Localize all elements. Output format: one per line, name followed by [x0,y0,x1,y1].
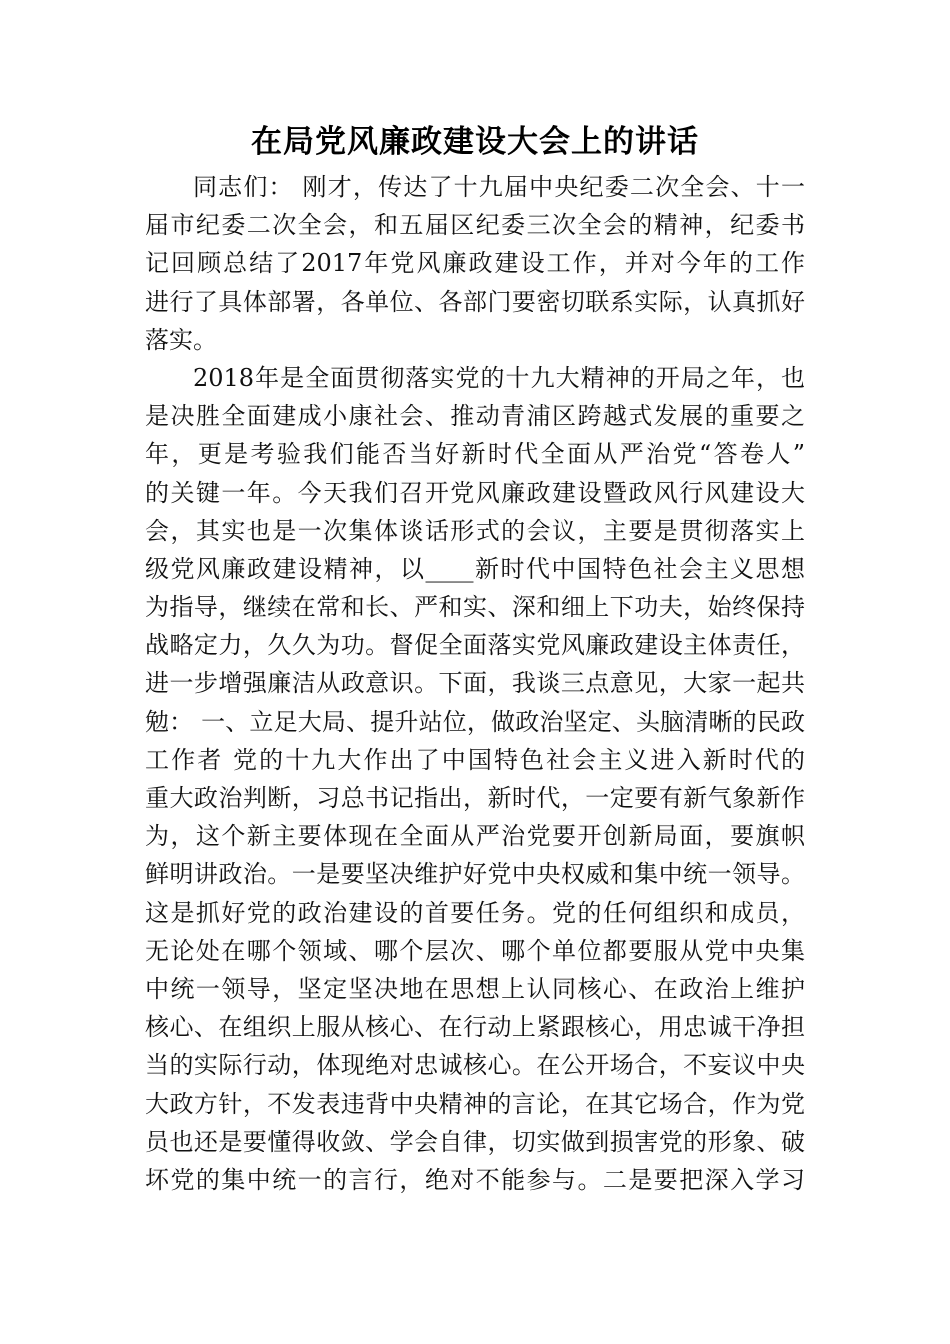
body-line: 鲜明讲政治。一是要坚决维护好党中央权威和集中统一领导。 [145,860,805,889]
body-line: 会，其实也是一次集体谈话形式的会议，主要是贯彻落实上 [145,516,805,545]
body-line: 2018年是全面贯彻落实党的十九大精神的开局之年，也 [193,363,805,392]
body-line: 工作者 党的十九大作出了中国特色社会主义进入新时代的 [145,745,805,774]
body-line: 坏党的集中统一的言行，绝对不能参与。二是要把深入学习 [145,1165,805,1194]
body-line: 当的实际行动，体现绝对忠诚核心。在公开场合，不妄议中央 [145,1051,805,1080]
body-line: 是决胜全面建成小康社会、推动青浦区跨越式发展的重要之 [145,402,805,431]
body-line: 的关键一年。今天我们召开党风廉政建设暨政风行风建设大 [145,478,805,507]
body-line: 为指导，继续在常和长、严和实、深和细上下功夫，始终保持 [145,593,805,622]
body-line: 重大政治判断，习总书记指出，新时代，一定要有新气象新作 [145,784,805,812]
body-line: 为，这个新主要体现在全面从严治党要开创新局面，要旗帜 [145,822,805,851]
body-line: 同志们： 刚才，传达了十九届中央纪委二次全会、十一 [193,173,805,201]
body-line: 年，更是考验我们能否当好新时代全面从严治党“答卷人” [145,440,805,469]
body-line: 届市纪委二次全会，和五届区纪委三次全会的精神，纪委书 [145,211,805,240]
body-line: 进行了具体部署，各单位、各部门要密切联系实际，认真抓好 [145,287,805,316]
body-line: 进一步增强廉洁从政意识。下面，我谈三点意见，大家一起共 [145,669,805,698]
body-line: 核心、在组织上服从核心、在行动上紧跟核心，用忠诚干净担 [145,1013,805,1042]
body-line: 勉： 一、立足大局、提升站位，做政治坚定、头脑清晰的民政 [145,707,805,736]
body-line: 中统一领导，坚定坚决地在思想上认同核心、在政治上维护 [145,974,805,1003]
body-line: 级党风廉政建设精神，以____新时代中国特色社会主义思想 [145,554,805,583]
body-line: 无论处在哪个领域、哪个层次、哪个单位都要服从党中央集 [145,936,805,965]
body-line: 记回顾总结了2017年党风廉政建设工作，并对今年的工作 [145,249,805,278]
body-line: 落实。 [145,325,217,354]
body-line: 这是抓好党的政治建设的首要任务。党的任何组织和成员， [145,898,805,927]
document-body [145,168,805,1199]
body-line: 员也还是要懂得收敛、学会自律，切实做到损害党的形象、破 [145,1127,805,1156]
body-line: 战略定力，久久为功。督促全面落实党风廉政建设主体责任， [145,631,805,660]
document-title: 在局党风廉政建设大会上的讲话 [251,124,699,160]
body-line: 大政方针，不发表违背中央精神的言论，在其它场合，作为党 [145,1089,805,1118]
